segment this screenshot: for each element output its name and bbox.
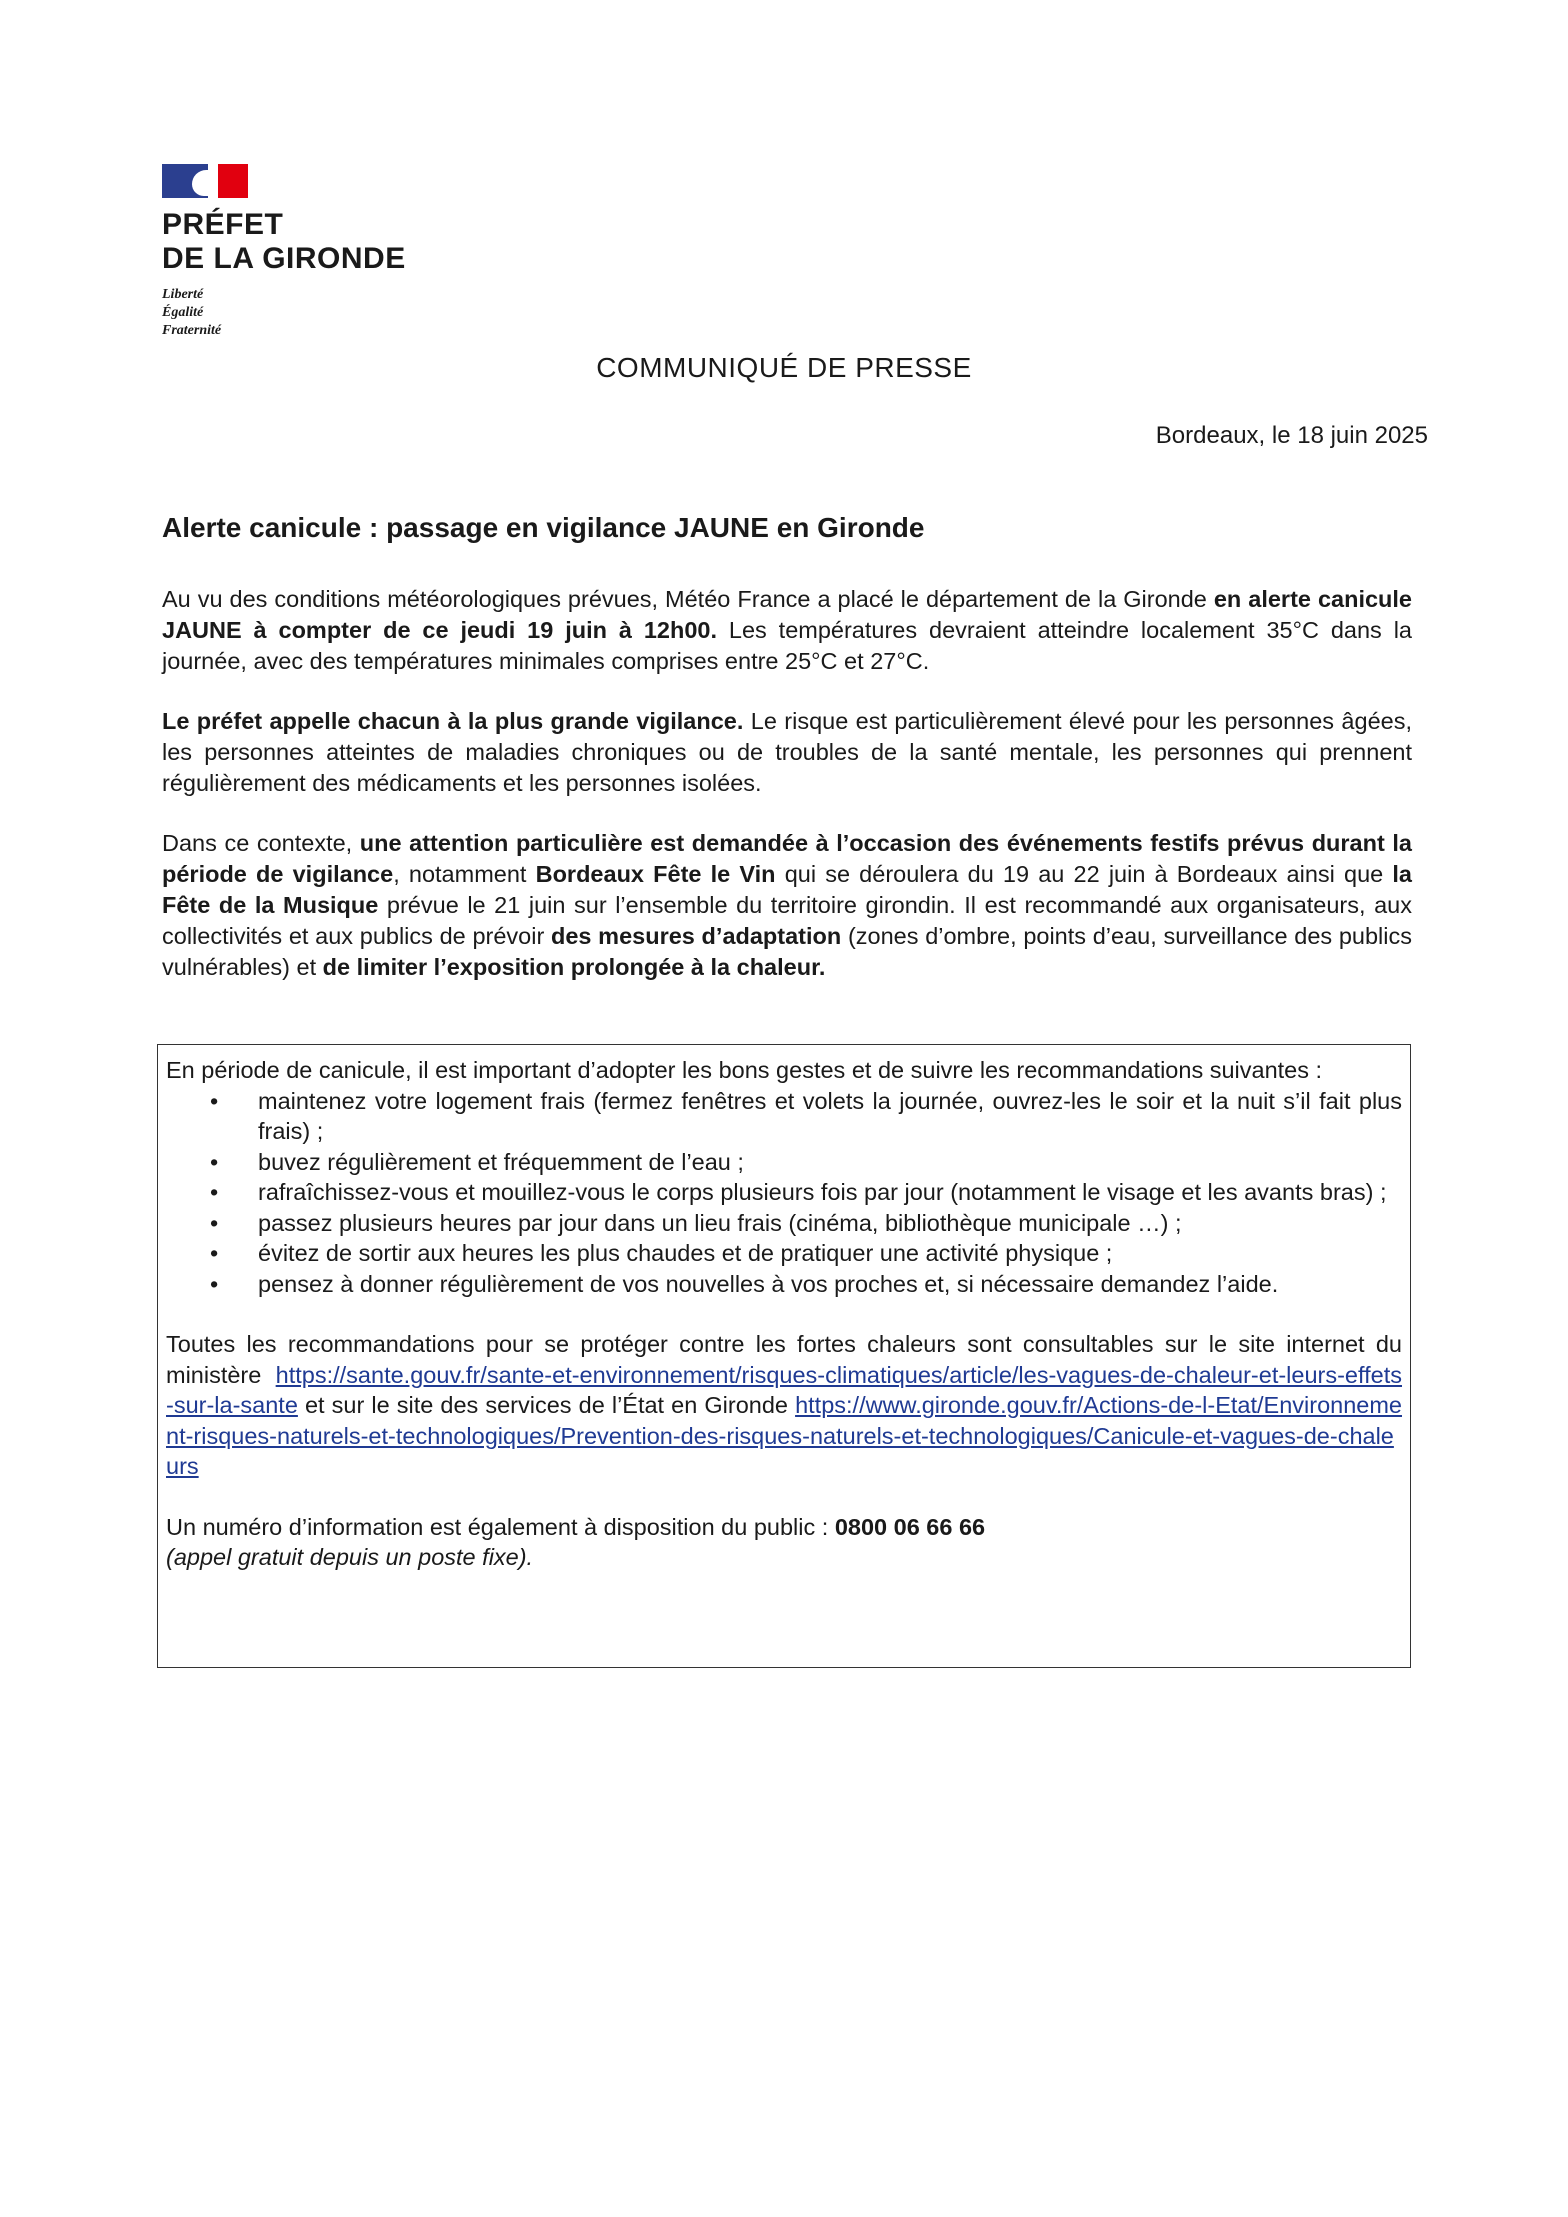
spacer [166, 1299, 1402, 1329]
p1-text-c: Les températures devraient atteindre localement 35°C dans la journée, avec des températures minimales comprises entre 25°C et 27°C. [162, 617, 1412, 674]
bullet-icon: • [210, 1179, 219, 1205]
list-item-text: rafraîchissez-vous et mouillez-vous le corps plusieurs fois par jour (notamment le visage et les avants bras) ; [258, 1179, 1387, 1205]
recommendations-links-paragraph [166, 1329, 1402, 1482]
logo-blue-band [162, 164, 208, 198]
document-type: COMMUNIQUÉ DE PRESSE [596, 352, 972, 383]
list-item [166, 1147, 1402, 1178]
recommendations-list [166, 1086, 1402, 1300]
list-item [166, 1208, 1402, 1239]
spacer [166, 1482, 1402, 1512]
motto-egalite: Égalité [162, 305, 204, 320]
p3-text-h: des mesures d’adaptation [550, 923, 842, 949]
box-intro: En période de canicule, il est important d’adopter les bons gestes et de suivre les recommandations suivantes : [166, 1057, 1323, 1083]
motto-liberte: Liberté [162, 287, 204, 302]
bullet-icon: • [210, 1148, 219, 1175]
p3-text-b: une attention particulière est demandée à l’occasion des événements festifs prévus durant la période de vigilance [162, 830, 1412, 887]
bullet-icon: • [210, 1209, 219, 1236]
p3-text-a: Dans ce contexte, [162, 830, 360, 856]
recommendations-box [157, 1044, 1411, 1668]
list-item [166, 1086, 1402, 1147]
reco-text-b: et sur le site des services de l’État en Gironde [297, 1392, 796, 1418]
bullet-icon: • [210, 1240, 219, 1266]
marianne-profile-icon [192, 170, 218, 196]
issuer-line-2: DE LA GIRONDE [162, 242, 406, 275]
p3-text-j: de limiter l’exposition prolongée à la chaleur. [322, 954, 826, 980]
paragraph-alert [162, 584, 1412, 677]
republic-motto [162, 286, 221, 340]
p3-text-d: Bordeaux Fête le Vin [535, 861, 776, 887]
p3-text-c: , notamment [393, 861, 536, 887]
list-item-text: maintenez votre logement frais (fermez fenêtres et volets la journée, ouvrez-les le soir et la nuit s’il fait plus frais) ; [258, 1087, 1402, 1144]
reco-text-a: Toutes les recommandations pour se protéger contre les fortes chaleurs sont consultables sur le site internet du ministère [166, 1331, 1402, 1388]
list-item-text: passez plusieurs heures par jour dans un lieu frais (cinéma, bibliothèque municipale …) ; [258, 1209, 1182, 1236]
paragraph-events [162, 828, 1412, 983]
issuer-line-1: PRÉFET [162, 208, 284, 241]
list-item-text: évitez de sortir aux heures les plus chaudes et de pratiquer une activité physique ; [258, 1240, 1113, 1266]
issuer-block [162, 208, 406, 276]
list-item [166, 1238, 1402, 1269]
p2-text-a: Le préfet appelle chacun à la plus grande vigilance. [162, 708, 744, 734]
marianne-logo [162, 164, 248, 198]
list-item-text: buvez régulièrement et fréquemment de l’eau ; [258, 1148, 744, 1175]
p3-text-f: la Fête de la Musique [162, 861, 1412, 918]
p1-text-a: Au vu des conditions météorologiques prévues, Météo France a placé le département de la Gironde [162, 586, 1214, 612]
phone-number: 0800 06 66 66 [834, 1513, 986, 1540]
p3-text-g: prévue le 21 juin sur l’ensemble du territoire girondin. Il est recommandé aux organisateurs, aux collectivités et aux publics de prévoir [162, 892, 1412, 949]
phone-note: (appel gratuit depuis un poste fixe). [166, 1544, 534, 1570]
phone-paragraph [166, 1512, 1402, 1573]
p3-text-i: (zones d’ombre, points d’eau, surveillance des publics vulnérables) et [162, 923, 1412, 980]
date-line: Bordeaux, le 18 juin 2025 [1155, 422, 1428, 449]
phone-text: Un numéro d’information est également à disposition du public : [166, 1513, 835, 1540]
list-item-text: pensez à donner régulièrement de vos nouvelles à vos proches et, si nécessaire demandez l’aide. [258, 1270, 1279, 1297]
p1-text-b: en alerte canicule JAUNE à compter de ce jeudi 19 juin à 12h00. [162, 586, 1413, 643]
prefecture-link[interactable]: https://www.gironde.gouv.fr/Actions-de-l-Etat/Environnement-risques-naturels-et-technologiques/Prevention-des-risques-naturels-et-technologiques/Canicule-et-vagues-de-chaleurs [166, 1392, 1402, 1479]
motto-fraternite: Fraternité [162, 323, 222, 338]
p2-text-b: Le risque est particulièrement élevé pour les personnes âgées, les personnes atteintes de maladies chroniques ou de troubles de la santé mentale, les personnes qui prennent régulièrement des médicaments et les personnes isolées. [162, 708, 1412, 796]
list-item [166, 1177, 1402, 1208]
bullet-icon: • [210, 1270, 219, 1297]
paragraph-vigilance [162, 706, 1412, 799]
p3-text-e: qui se déroulera du 19 au 22 juin à Bordeaux ainsi que [775, 861, 1393, 887]
logo-red-band [218, 164, 248, 198]
bullet-icon: • [210, 1087, 219, 1114]
ministry-link[interactable]: https://sante.gouv.fr/sante-et-environnement/risques-climatiques/article/les-vagues-de-chaleur-et-leurs-effets-sur-la-sante [166, 1361, 1402, 1418]
headline: Alerte canicule : passage en vigilance JAUNE en Gironde [162, 512, 925, 543]
list-item [166, 1269, 1402, 1300]
